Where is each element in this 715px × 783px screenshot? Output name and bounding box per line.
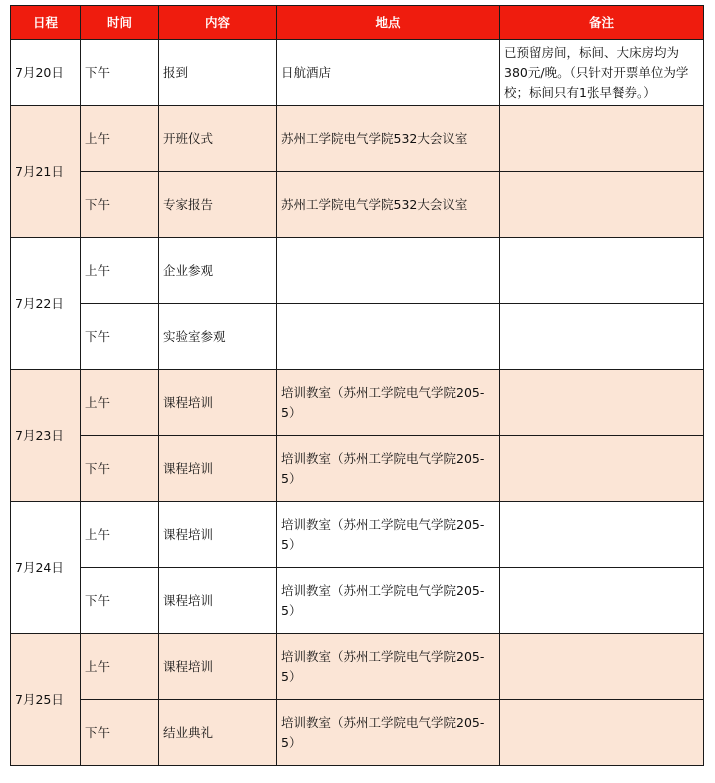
header-time: 时间 — [81, 6, 159, 40]
location-cell — [277, 304, 500, 370]
time-cell: 上午 — [81, 106, 159, 172]
remarks-cell — [500, 106, 704, 172]
remarks-cell: 已预留房间，标间、大床房均为380元/晚。（只针对开票单位为学校；标间只有1张早餐券。） — [500, 40, 704, 106]
content-cell: 专家报告 — [159, 172, 277, 238]
remarks-cell — [500, 568, 704, 634]
time-cell: 下午 — [81, 40, 159, 106]
location-cell: 苏州工学院电气学院532大会议室 — [277, 106, 500, 172]
table-row — [11, 436, 704, 502]
time-cell: 上午 — [81, 502, 159, 568]
date-cell: 7月23日 — [11, 370, 81, 502]
content-cell: 课程培训 — [159, 370, 277, 436]
location-cell: 培训教室（苏州工学院电气学院205-5） — [277, 568, 500, 634]
location-cell: 培训教室（苏州工学院电气学院205-5） — [277, 700, 500, 766]
time-cell: 下午 — [81, 436, 159, 502]
time-cell: 下午 — [81, 700, 159, 766]
remarks-cell — [500, 700, 704, 766]
table-row — [11, 370, 704, 436]
date-cell: 7月25日 — [11, 634, 81, 766]
header-content: 内容 — [159, 6, 277, 40]
time-cell: 下午 — [81, 172, 159, 238]
table-row — [11, 502, 704, 568]
time-cell: 上午 — [81, 634, 159, 700]
content-cell: 课程培训 — [159, 502, 277, 568]
schedule-table — [10, 5, 704, 766]
content-cell: 企业参观 — [159, 238, 277, 304]
remarks-cell — [500, 502, 704, 568]
date-cell: 7月22日 — [11, 238, 81, 370]
table-header-row — [11, 6, 704, 40]
location-cell: 培训教室（苏州工学院电气学院205-5） — [277, 634, 500, 700]
remarks-cell — [500, 304, 704, 370]
remarks-cell — [500, 436, 704, 502]
time-cell: 上午 — [81, 238, 159, 304]
content-cell: 课程培训 — [159, 568, 277, 634]
header-location: 地点 — [277, 6, 500, 40]
remarks-cell — [500, 172, 704, 238]
content-cell: 报到 — [159, 40, 277, 106]
table-row — [11, 700, 704, 766]
content-cell: 课程培训 — [159, 436, 277, 502]
time-cell: 下午 — [81, 568, 159, 634]
location-cell: 日航酒店 — [277, 40, 500, 106]
table-row — [11, 106, 704, 172]
date-cell: 7月21日 — [11, 106, 81, 238]
content-cell: 开班仪式 — [159, 106, 277, 172]
time-cell: 上午 — [81, 370, 159, 436]
header-remarks: 备注 — [500, 6, 704, 40]
remarks-cell — [500, 238, 704, 304]
header-date: 日程 — [11, 6, 81, 40]
remarks-cell — [500, 370, 704, 436]
date-cell: 7月20日 — [11, 40, 81, 106]
table-row — [11, 568, 704, 634]
table-row — [11, 634, 704, 700]
time-cell: 下午 — [81, 304, 159, 370]
table-row — [11, 304, 704, 370]
location-cell — [277, 238, 500, 304]
table-row — [11, 172, 704, 238]
date-cell: 7月24日 — [11, 502, 81, 634]
content-cell: 课程培训 — [159, 634, 277, 700]
location-cell: 培训教室（苏州工学院电气学院205-5） — [277, 436, 500, 502]
location-cell: 培训教室（苏州工学院电气学院205-5） — [277, 370, 500, 436]
location-cell: 培训教室（苏州工学院电气学院205-5） — [277, 502, 500, 568]
table-row — [11, 238, 704, 304]
table-row — [11, 40, 704, 106]
content-cell: 实验室参观 — [159, 304, 277, 370]
location-cell: 苏州工学院电气学院532大会议室 — [277, 172, 500, 238]
remarks-cell — [500, 634, 704, 700]
content-cell: 结业典礼 — [159, 700, 277, 766]
